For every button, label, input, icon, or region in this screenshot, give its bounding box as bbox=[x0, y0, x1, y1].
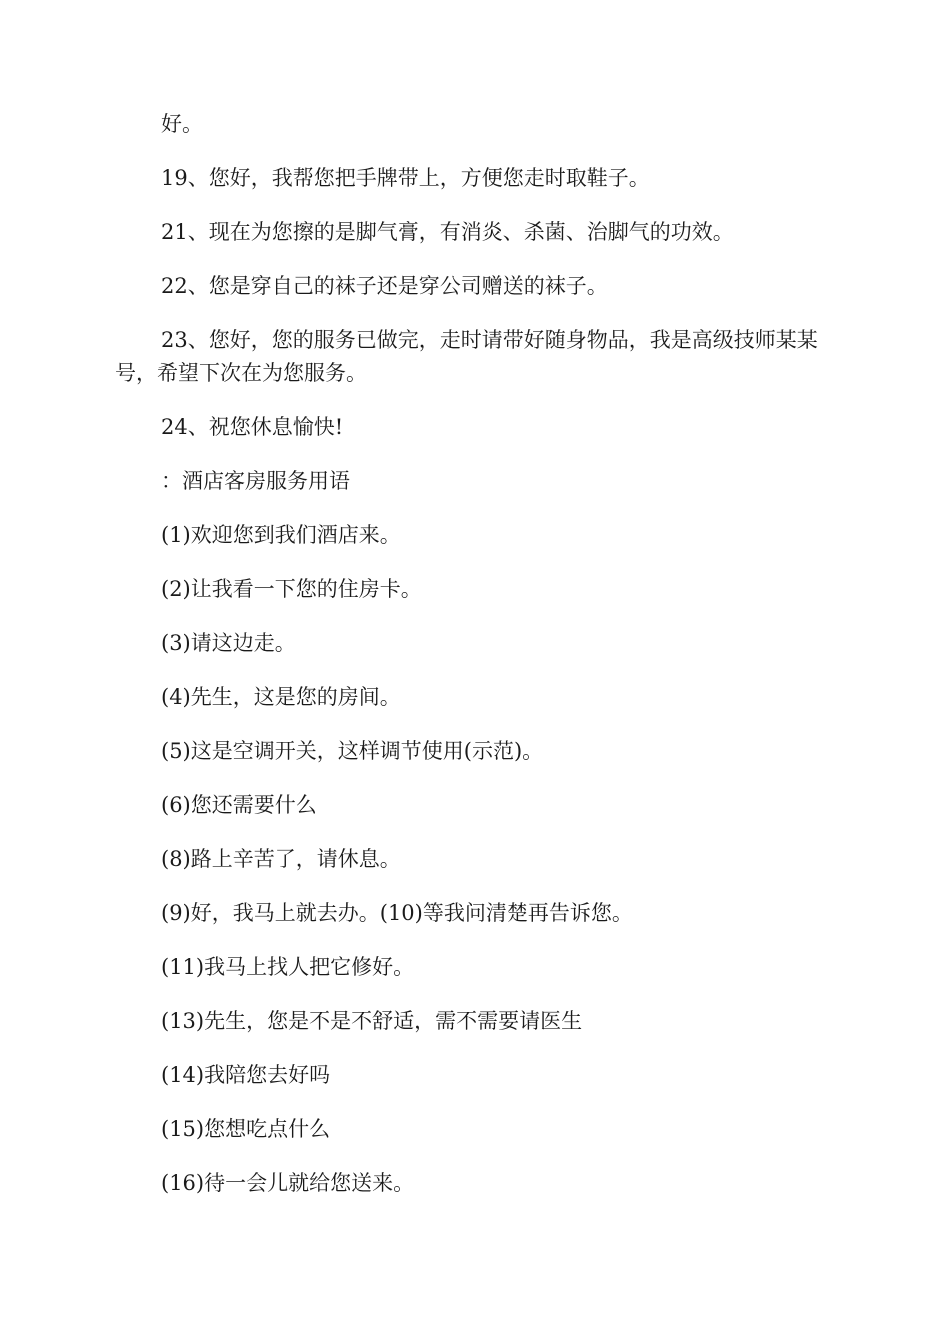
section-heading: ：酒店客房服务用语 bbox=[161, 469, 350, 493]
list-item: (15)您想吃点什么 bbox=[161, 1117, 331, 1141]
list-item: (2)让我看一下您的住房卡。 bbox=[161, 577, 422, 601]
paragraph: 24、祝您休息愉快! bbox=[161, 415, 344, 439]
list-item: (11)我马上找人把它修好。 bbox=[161, 955, 415, 979]
document-body bbox=[115, 108, 837, 1200]
paragraph: 21、现在为您擦的是脚气膏，有消炎、杀菌、治脚气的功效。 bbox=[161, 220, 734, 244]
paragraph: 22、您是穿自己的袜子还是穿公司赠送的袜子。 bbox=[161, 274, 608, 298]
list-item: (13)先生，您是不是不舒适，需不需要请医生 bbox=[161, 1009, 583, 1033]
paragraph: 23、您好，您的服务已做完，走时请带好随身物品，我是高级技师某某号，希望下次在为您服务。 bbox=[115, 328, 818, 385]
list-item: (5)这是空调开关，这样调节使用(示范)。 bbox=[161, 739, 544, 763]
paragraph: 好。 bbox=[161, 112, 203, 136]
list-item: (16)待一会儿就给您送来。 bbox=[161, 1171, 415, 1195]
list-item: (1)欢迎您到我们酒店来。 bbox=[161, 523, 401, 547]
list-item: (4)先生，这是您的房间。 bbox=[161, 685, 401, 709]
list-item: (3)请这边走。 bbox=[161, 631, 296, 655]
list-item: (9)好，我马上就去办。(10)等我问清楚再告诉您。 bbox=[161, 901, 633, 925]
list-item: (8)路上辛苦了，请休息。 bbox=[161, 847, 401, 871]
list-item: (6)您还需要什么 bbox=[161, 793, 317, 817]
list-item: (14)我陪您去好吗 bbox=[161, 1063, 331, 1087]
paragraph: 19、您好，我帮您把手牌带上，方便您走时取鞋子。 bbox=[161, 166, 650, 190]
